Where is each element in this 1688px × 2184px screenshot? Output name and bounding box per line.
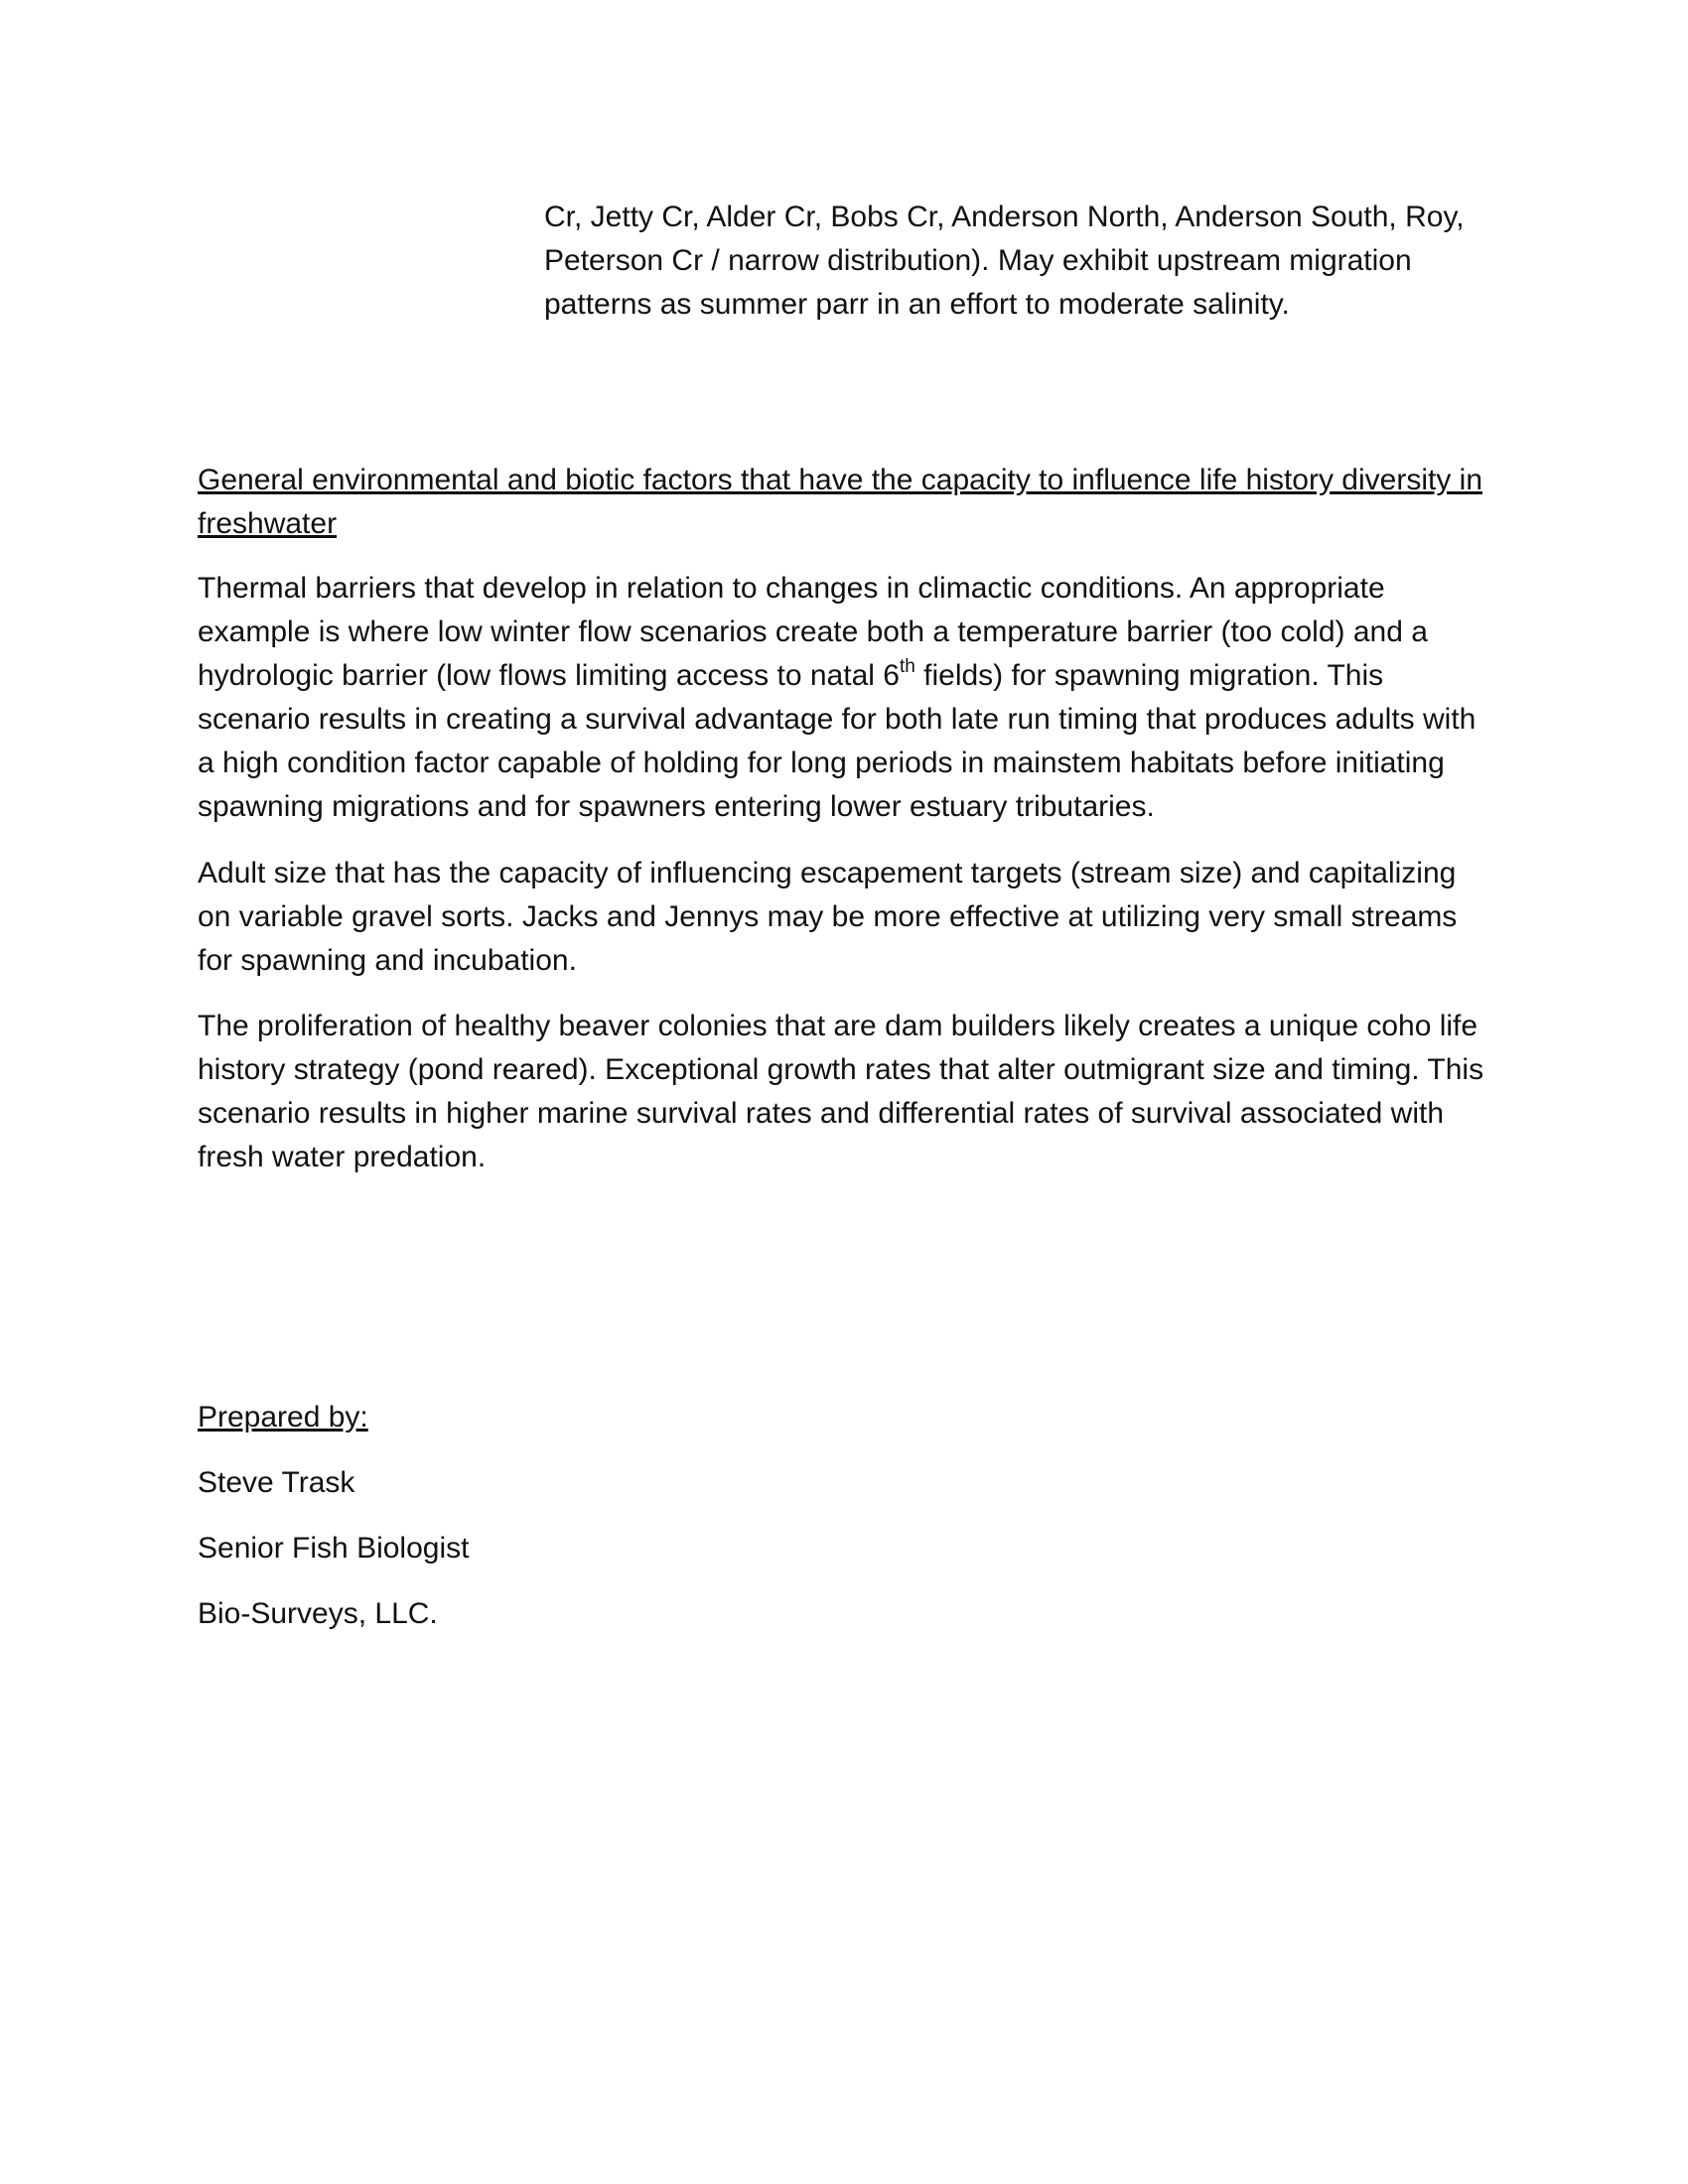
author-organization: Bio-Surveys, LLC. <box>198 1597 438 1630</box>
section-heading: General environmental and biotic factors that have the capacity to influence life history diversity in freshwater <box>198 464 1483 540</box>
author-title: Senior Fish Biologist <box>198 1532 470 1565</box>
prepared-by-label: Prepared by: <box>198 1401 368 1433</box>
paragraph-thermal-barriers-part1: Thermal barriers that develop in relation to changes in climactic conditions. An appropriate example is where low winter flow scenarios create both a temperature barrier (too cold) and a hydrologic barrier (low flows limiting access to natal 6 <box>198 572 1428 692</box>
continuation-paragraph: Cr, Jetty Cr, Alder Cr, Bobs Cr, Anderson North, Anderson South, Roy, Peterson Cr / narrow distribution). May exhibit upstream migration patterns as summer parr in an effort to moderate salinity. <box>544 201 1465 321</box>
paragraph-thermal-barriers <box>198 567 1488 829</box>
paragraph-adult-size: Adult size that has the capacity of influencing escapement targets (stream size) and capitalizing on variable gravel sorts. Jacks and Jennys may be more effective at utilizing very small streams for spawning and incubation. <box>198 857 1458 977</box>
paragraph-thermal-barriers-part2: fields) for spawning migration. This scenario results in creating a survival advantage for both late run timing that produces adults with a high condition factor capable of holding for long periods in mainstem habitats before initiating spawning migrations and for spawners entering lower estuary tributaries. <box>198 659 1477 823</box>
superscript-th: th <box>899 656 915 677</box>
author-name: Steve Trask <box>198 1466 355 1499</box>
paragraph-beaver-colonies: The proliferation of healthy beaver colonies that are dam builders likely creates a unique coho life history strategy (pond reared). Exceptional growth rates that alter outmigrant size and timing. This scenario results in higher marine survival rates and differential rates of survival associated with fresh water predation. <box>198 1010 1484 1173</box>
